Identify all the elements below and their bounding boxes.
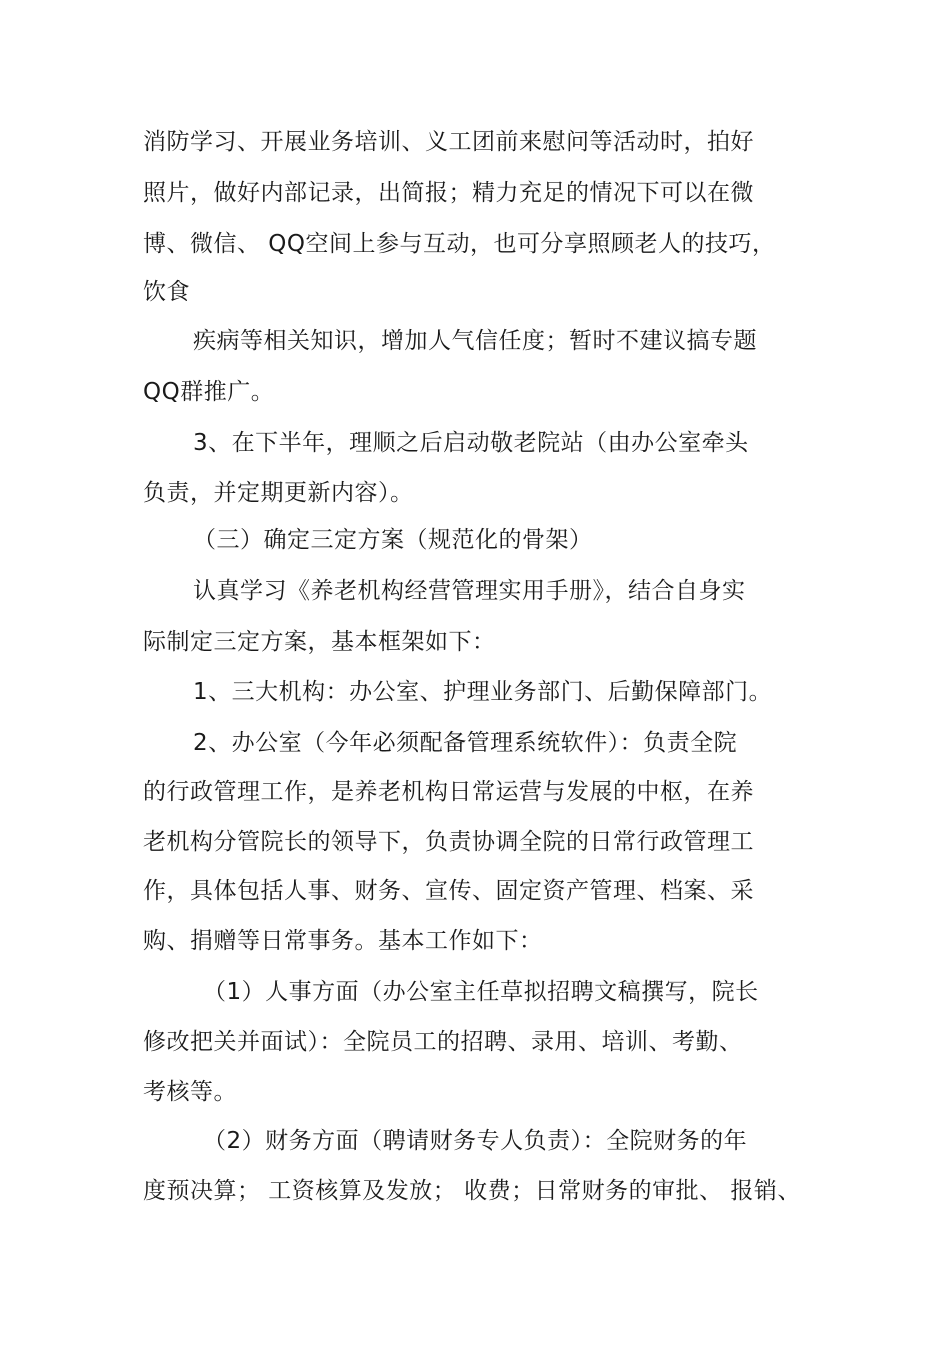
text-line: QQ群推广。 xyxy=(143,379,275,405)
text-line: 作，具体包括人事、财务、宣传、固定资产管理、档案、采 xyxy=(143,878,754,904)
section-heading: （三）确定三定方案（规范化的骨架） xyxy=(193,527,593,553)
text-line: 考核等。 xyxy=(143,1079,237,1105)
text-line: 照片，做好内部记录，出简报；精力充足的情况下可以在微 xyxy=(143,180,754,206)
text-line: 1、三大机构：办公室、护理业务部门、后勤保障部门。 xyxy=(193,679,773,705)
text-line: 疾病等相关知识，增加人气信任度；暂时不建议搞专题 xyxy=(193,328,757,354)
text-line: 度预决算； 工资核算及发放； 收费；日常财务的审批、 报销、 xyxy=(143,1178,801,1204)
text-line: 认真学习《养老机构经营管理实用手册》，结合自身实 xyxy=(193,578,746,604)
text-line: （1）人事方面（办公室主任草拟招聘文稿撰写，院长 xyxy=(203,979,759,1005)
text-line: （2）财务方面（聘请财务专人负责）：全院财务的年 xyxy=(203,1128,748,1154)
text-line: 际制定三定方案，基本框架如下： xyxy=(143,629,496,655)
text-line: 修改把关并面试）：全院员工的招聘、录用、培训、考勤、 xyxy=(143,1029,743,1055)
text-line: 消防学习、开展业务培训、义工团前来慰问等活动时，拍好 xyxy=(143,129,754,155)
text-line: 负责，并定期更新内容）。 xyxy=(143,480,414,506)
text-line: 博、微信、 QQ空间上参与互动，也可分享照顾老人的技巧， xyxy=(143,231,776,257)
text-line: 的行政管理工作，是养老机构日常运营与发展的中枢，在养 xyxy=(143,779,754,805)
text-line: 购、捐赠等日常事务。基本工作如下： xyxy=(143,928,543,954)
text-line: 3、在下半年，理顺之后启动敬老院站（由办公室牵头 xyxy=(193,430,749,456)
text-line: 饮食 xyxy=(143,279,190,305)
text-line: 老机构分管院长的领导下，负责协调全院的日常行政管理工 xyxy=(143,829,754,855)
text-line: 2、办公室（今年必须配备管理系统软件）：负责全院 xyxy=(193,730,738,756)
